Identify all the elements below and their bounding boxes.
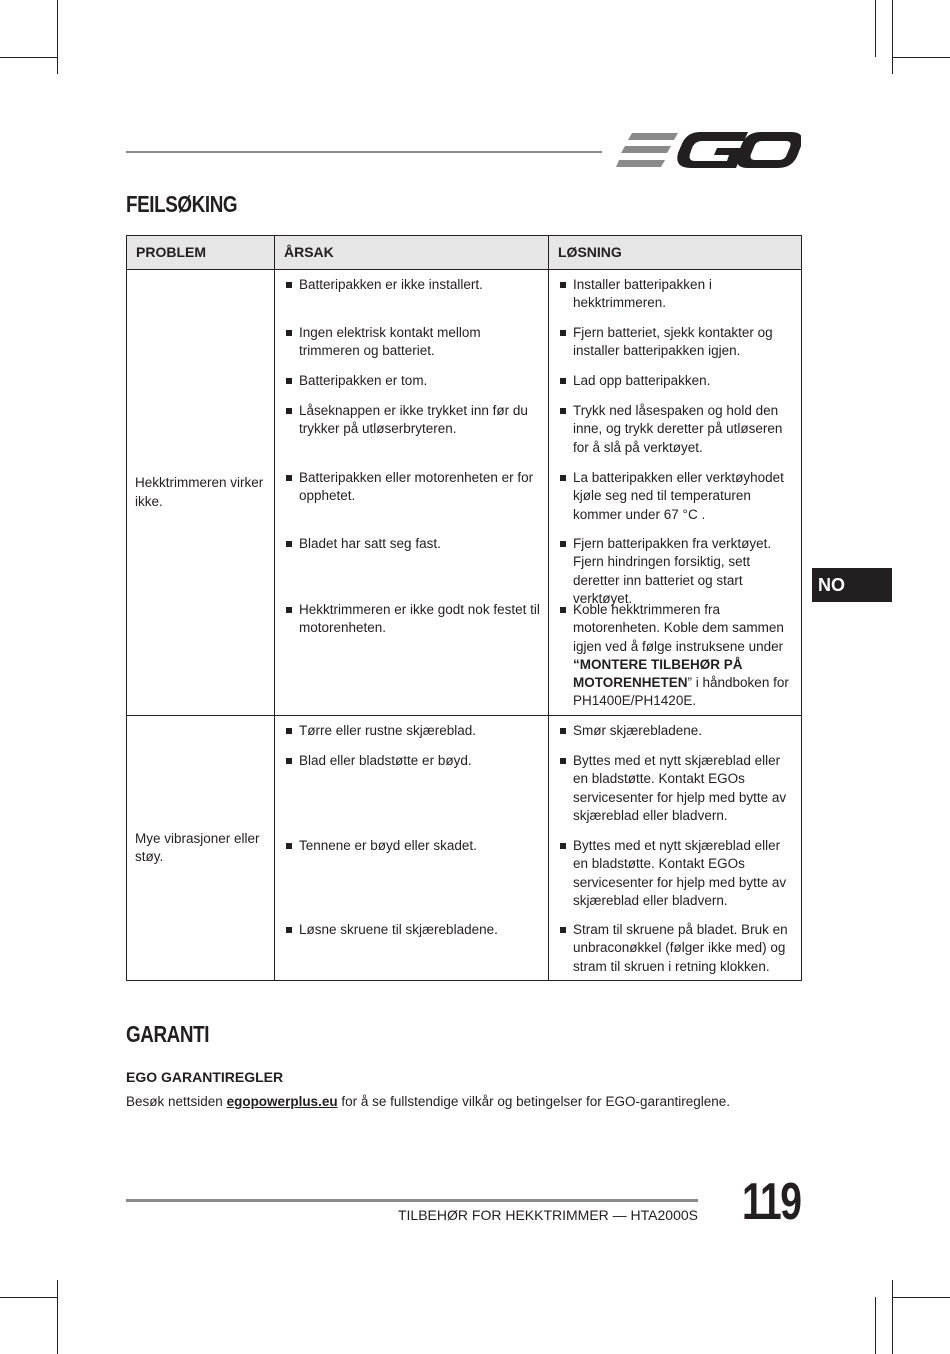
cause-item: Tørre eller rustne skjæreblad.	[283, 722, 540, 752]
solution-emphasis: “MONTERE TILBEHØR PÅ MOTORENHETEN	[573, 656, 743, 691]
column-header-solution: LØSNING	[549, 236, 802, 270]
warranty-title: GARANTI	[126, 1021, 210, 1047]
header-rule	[126, 151, 602, 153]
solution-text: Smør skjærebladene.	[573, 723, 703, 738]
warranty-link[interactable]: egopowerplus.eu	[226, 1094, 338, 1109]
warranty-text-after: for å se fullstendige vilkår og betingelser for EGO-garantireglene.	[337, 1094, 731, 1109]
solution-item	[557, 921, 793, 976]
logo-letter-e	[616, 133, 678, 167]
crop-mark	[892, 1297, 950, 1298]
ego-logo	[616, 126, 801, 174]
solution-item	[557, 601, 793, 711]
crop-mark	[875, 0, 876, 57]
crop-mark	[0, 57, 57, 58]
cause-list	[275, 270, 549, 716]
cause-item: Ingen elektrisk kontakt mellom trimmeren og batteriet.	[283, 324, 540, 372]
crop-mark	[892, 0, 893, 74]
solution-text: Trykk ned låsespaken og hold den inne, og trykk deretter på utløseren for å slå på verktøyet.	[573, 403, 783, 455]
footer-text: TILBEHØR FOR HEKKTRIMMER — HTA2000S	[397, 1207, 698, 1223]
footer-rule	[126, 1199, 698, 1202]
solution-list	[549, 716, 802, 981]
cause-item: Blad eller bladstøtte er bøyd.	[283, 752, 540, 837]
solution-item	[557, 752, 793, 837]
cause-list	[275, 716, 549, 981]
solution-text: Byttes med et nytt skjæreblad eller en bladstøtte. Kontakt EGOs servicesenter for hjelp med bytte av skjæreblad eller bladvern.	[573, 838, 787, 908]
solution-text: Fjern batteripakken fra verktøyet. Fjern hindringen forsiktig, sett deretter inn batteriet og start verktøyet.	[573, 536, 772, 606]
cause-item: Hekktrimmeren er ikke godt nok festet til motorenheten.	[283, 601, 540, 711]
crop-mark	[875, 1297, 876, 1354]
warranty-text	[126, 1094, 730, 1109]
cause-item: Låseknappen er ikke trykket inn før du trykker på utløserbryteren.	[283, 402, 540, 469]
solution-text: ” i håndboken for PH1400E/PH1420E.	[573, 675, 789, 709]
table-row	[127, 716, 802, 981]
crop-mark	[57, 1280, 58, 1354]
solution-text: Installer batteripakken i hekktrimmeren.	[573, 277, 712, 311]
warranty-subtitle: EGO GARANTIREGLER	[126, 1069, 284, 1085]
column-header-problem: PROBLEM	[127, 236, 275, 270]
cause-item: Løsne skruene til skjærebladene.	[283, 921, 540, 976]
solution-item	[557, 722, 793, 752]
solution-text: Fjern batteriet, sjekk kontakter og installer batteripakken igjen.	[573, 325, 773, 359]
problem-cell: Hekktrimmeren virker ikke.	[127, 270, 275, 716]
warranty-text-before: Besøk nettsiden	[126, 1094, 227, 1109]
table-row	[127, 270, 802, 716]
column-header-cause: ÅRSAK	[275, 236, 549, 270]
crop-mark	[0, 1297, 57, 1298]
solution-text: Koble hekktrimmeren fra motorenheten. Koble dem sammen igjen ved å følge instruksene under	[573, 602, 784, 654]
cause-item: Tennene er bøyd eller skadet.	[283, 837, 540, 921]
solution-item	[557, 837, 793, 921]
crop-mark	[57, 0, 58, 74]
solution-item	[557, 402, 793, 469]
solution-item	[557, 276, 793, 324]
solution-list	[549, 270, 802, 716]
solution-item	[557, 469, 793, 535]
solution-text: La batteripakken eller verktøyhodet kjøle seg ned til temperaturen kommer under 67 °C .	[573, 470, 784, 522]
solution-text: Lad opp batteripakken.	[573, 373, 711, 388]
troubleshooting-title: FEILSØKING	[126, 191, 238, 217]
crop-mark	[892, 57, 950, 58]
cause-item: Batteripakken er tom.	[283, 372, 540, 402]
solution-text: Byttes med et nytt skjæreblad eller en bladstøtte. Kontakt EGOs servicesenter for hjelp med bytte av skjæreblad eller bladvern.	[573, 753, 787, 823]
logo-letter-o	[737, 132, 801, 168]
page-number: 119	[742, 1173, 801, 1231]
crop-mark	[892, 1280, 893, 1354]
problem-cell: Mye vibrasjoner eller støy.	[127, 716, 275, 981]
language-tab: NO	[812, 568, 892, 602]
cause-item: Batteripakken eller motorenheten er for opphetet.	[283, 469, 540, 535]
troubleshooting-table	[126, 235, 802, 981]
solution-item	[557, 535, 793, 606]
solution-item	[557, 324, 793, 372]
table-header-row	[127, 236, 802, 270]
solution-text: Stram til skruene på bladet. Bruk en unbraconøkkel (følger ikke med) og stram til skruen i retning klokken.	[573, 922, 788, 974]
solution-item	[557, 372, 793, 402]
cause-item: Batteripakken er ikke installert.	[283, 276, 540, 324]
cause-item: Bladet har satt seg fast.	[283, 535, 540, 601]
